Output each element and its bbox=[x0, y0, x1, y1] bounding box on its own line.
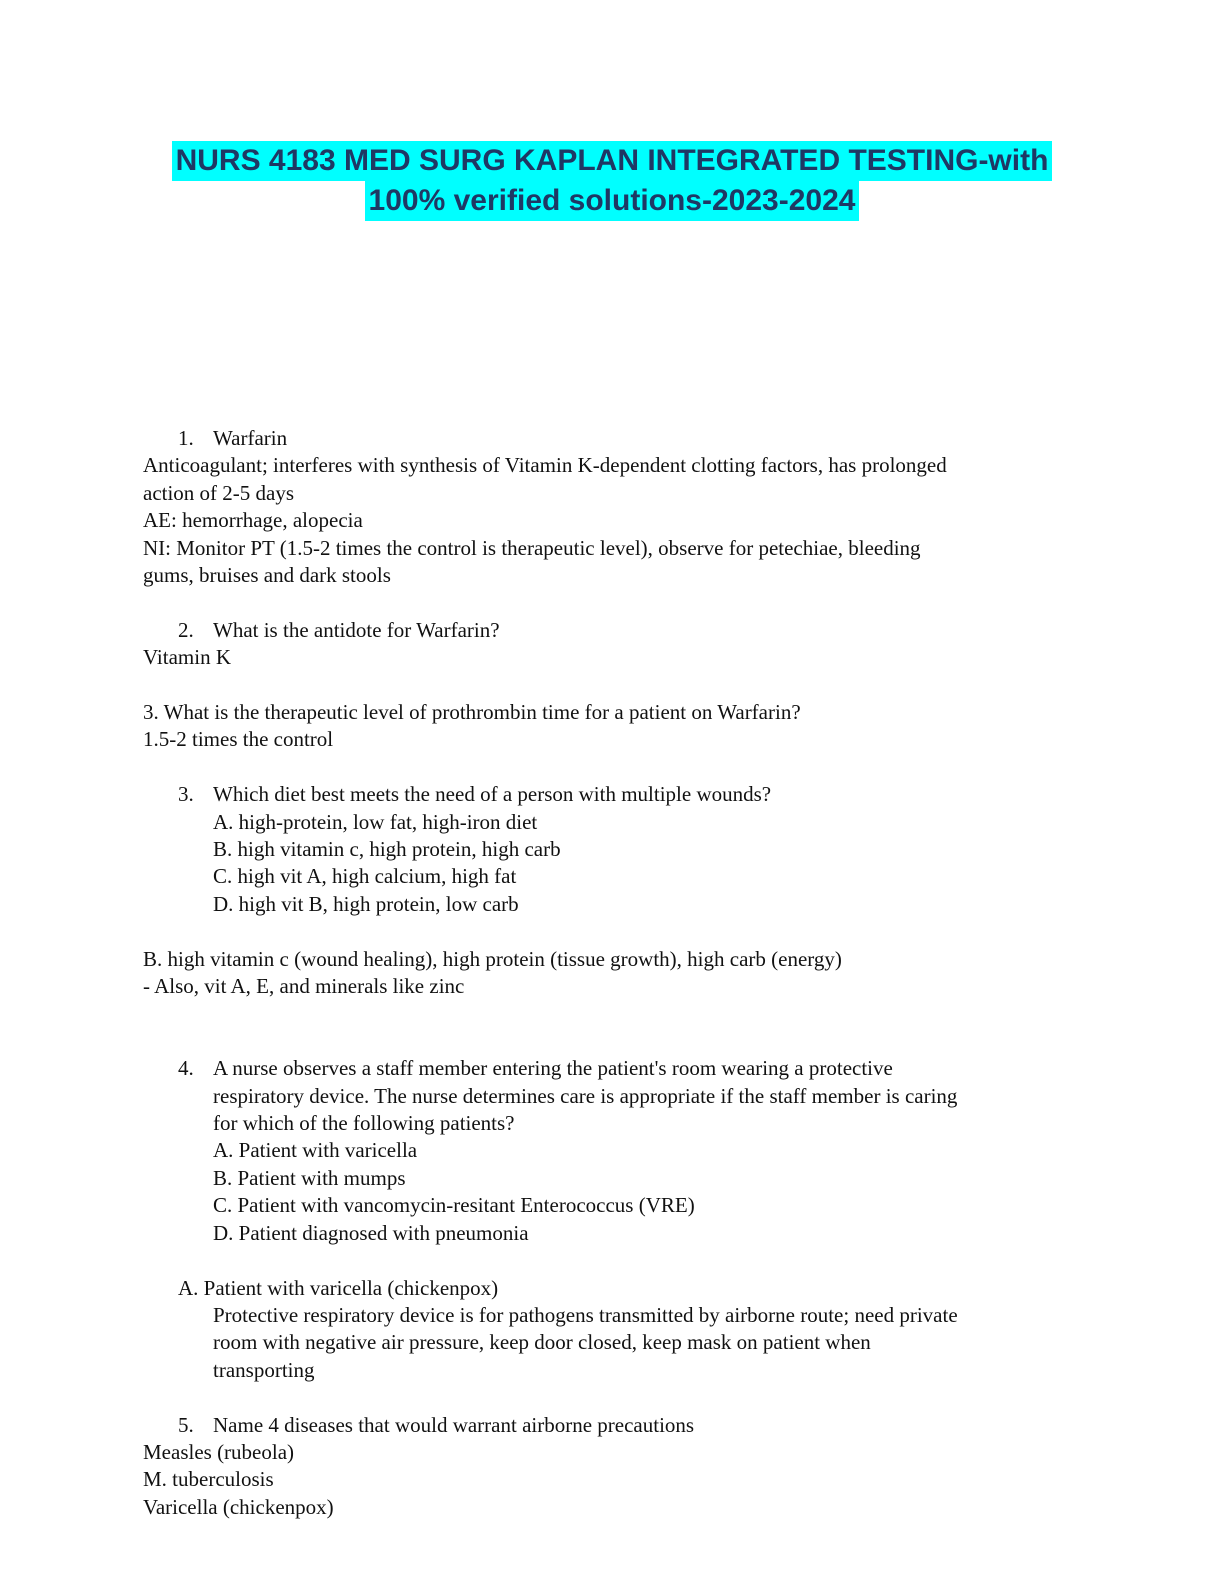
question-text-line: for which of the following patients? bbox=[213, 1111, 515, 1136]
answer-line: Varicella (chickenpox) bbox=[143, 1494, 334, 1519]
option-item: C. high vit A, high calcium, high fat bbox=[213, 864, 517, 889]
question-2 bbox=[143, 617, 1073, 644]
answer-line: NI: Monitor PT (1.5-2 times the control is therapeutic level), observe for petechiae, bleeding bbox=[143, 535, 921, 560]
rationale-line: room with negative air pressure, keep door closed, keep mask on patient when bbox=[213, 1330, 871, 1355]
question-1 bbox=[143, 425, 1073, 452]
answer-line: B. high vitamin c (wound healing), high protein (tissue growth), high carb (energy) bbox=[143, 946, 842, 971]
question-number: 5. bbox=[178, 1412, 194, 1437]
answer-line: Anticoagulant; interferes with synthesis of Vitamin K-dependent clotting factors, has prolonged bbox=[143, 453, 947, 478]
question-text: Warfarin bbox=[213, 426, 288, 450]
question-number: 3. bbox=[178, 782, 194, 807]
option-item: A. high-protein, low fat, high-iron diet bbox=[213, 809, 538, 834]
answer-line: - Also, vit A, E, and minerals like zinc bbox=[143, 974, 465, 999]
title-line-1: NURS 4183 MED SURG KAPLAN INTEGRATED TESTING-with bbox=[172, 141, 1053, 181]
answer-line: 1.5-2 times the control bbox=[143, 727, 334, 752]
option-item: D. Patient diagnosed with pneumonia bbox=[213, 1220, 529, 1245]
question-text: A nurse observes a staff member entering the patient's room wearing a protective bbox=[213, 1056, 893, 1081]
question-4 bbox=[143, 1055, 1073, 1082]
question-text-line: respiratory device. The nurse determines care is appropriate if the staff member is caring bbox=[213, 1083, 958, 1108]
question-text: Name 4 diseases that would warrant airborne precautions bbox=[213, 1412, 695, 1437]
document-title bbox=[0, 141, 1224, 221]
option-item: B. high vitamin c, high protein, high carb bbox=[213, 837, 561, 862]
question-text: What is the antidote for Warfarin? bbox=[213, 617, 500, 642]
question-number: 4. bbox=[178, 1056, 194, 1081]
option-item: B. Patient with mumps bbox=[213, 1165, 406, 1190]
title-line-2: 100% verified solutions-2023-2024 bbox=[365, 181, 860, 221]
answer-line: Measles (rubeola) bbox=[143, 1439, 295, 1464]
answer-line: AE: hemorrhage, alopecia bbox=[143, 508, 363, 533]
answer-line: gums, bruises and dark stools bbox=[143, 563, 391, 588]
question-3a: 3. What is the therapeutic level of prothrombin time for a patient on Warfarin? bbox=[143, 700, 801, 725]
option-item: A. Patient with varicella bbox=[213, 1138, 418, 1163]
question-3b bbox=[143, 781, 1073, 808]
question-number: 1. bbox=[178, 426, 194, 450]
rationale-line: transporting bbox=[213, 1357, 315, 1382]
answer-line: action of 2-5 days bbox=[143, 480, 295, 505]
rationale-line: Protective respiratory device is for pathogens transmitted by airborne route; need private bbox=[213, 1302, 958, 1327]
question-5 bbox=[143, 1412, 1073, 1439]
answer-line: A. Patient with varicella (chickenpox) bbox=[178, 1275, 499, 1300]
answer-line: Vitamin K bbox=[143, 645, 231, 670]
option-item: D. high vit B, high protein, low carb bbox=[213, 891, 519, 916]
answer-line: M. tuberculosis bbox=[143, 1467, 274, 1492]
question-text: Which diet best meets the need of a person with multiple wounds? bbox=[213, 782, 772, 807]
option-item: C. Patient with vancomycin-resitant Enterococcus (VRE) bbox=[213, 1193, 695, 1218]
question-number: 2. bbox=[178, 617, 194, 642]
document-body bbox=[143, 425, 1073, 1521]
